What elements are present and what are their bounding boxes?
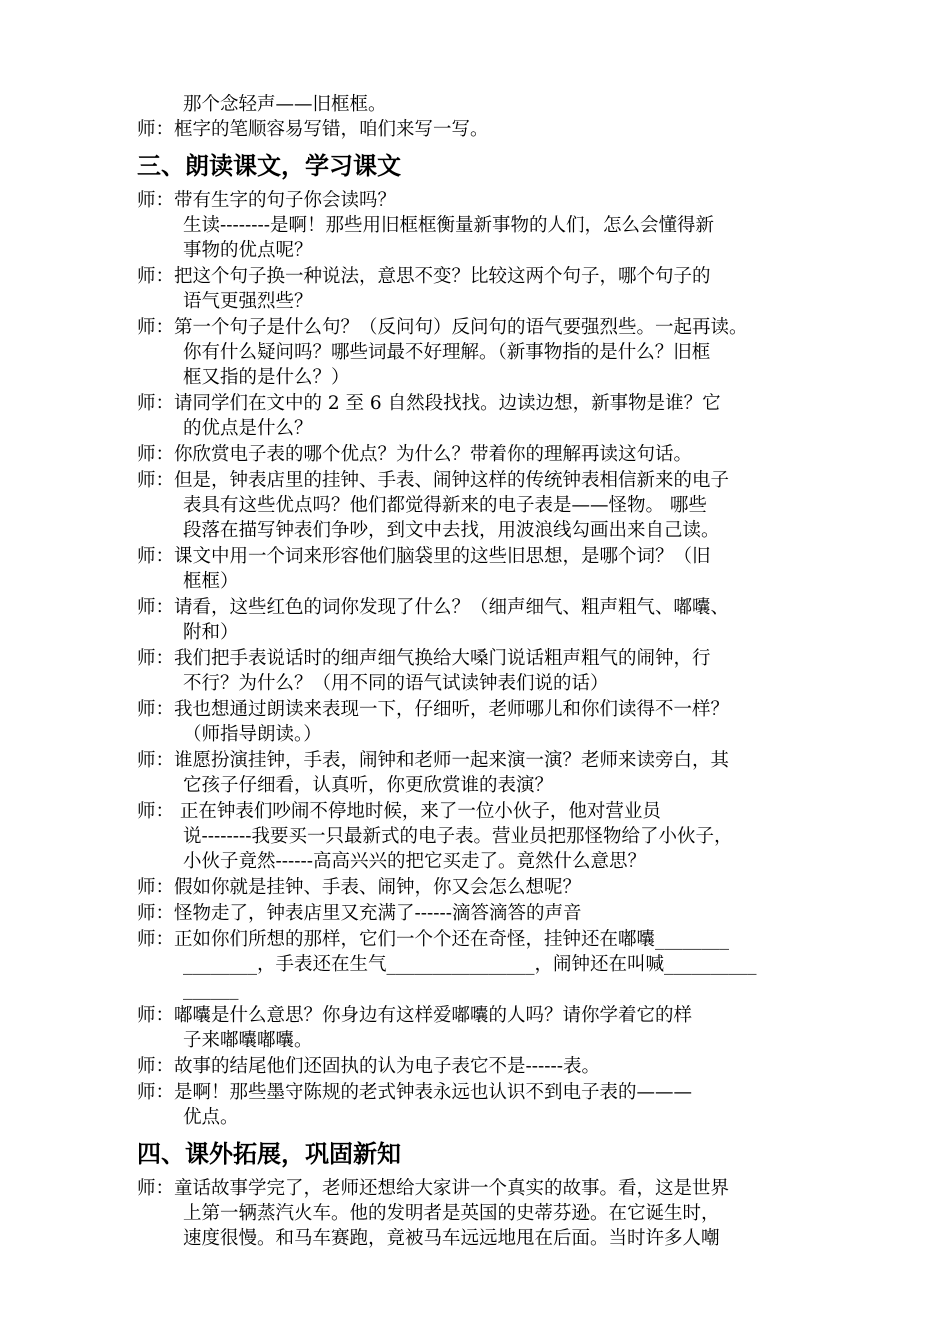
text-line: 不行？为什么？（用不同的语气试读钟表们说的话）	[183, 673, 609, 694]
dialogue-paragraph	[137, 1176, 818, 1251]
dialogue-paragraph	[137, 748, 818, 798]
text-line: （师指导朗读。）	[183, 724, 322, 745]
text-line: 师：请看，这些红色的词你发现了什么？（细声细气、粗声粗气、嘟囔、	[137, 597, 730, 618]
text-line: 师：我也想通过朗读来表现一下，仔细听，老师哪儿和你们读得不一样？	[137, 699, 730, 720]
dialogue-paragraph	[137, 595, 818, 645]
text-line: 子来嘟囔嘟囔。	[183, 1030, 313, 1051]
text-line: 上第一辆蒸汽火车。他的发明者是英国的史蒂芬逊。在它诞生时，	[183, 1203, 720, 1224]
text-line: 师：我们把手表说话时的细声细气换给大嗓门说话粗声粗气的闹钟，行	[137, 648, 711, 669]
text-line: 小伙子竟然------高高兴兴的把它买走了。竟然什么意思？	[183, 851, 647, 872]
dialogue-paragraph	[137, 264, 818, 314]
dialogue-paragraph	[137, 315, 818, 390]
dialogue-paragraph	[137, 544, 818, 594]
text-line: 附和）	[183, 622, 239, 643]
dialogue-paragraph	[137, 188, 818, 263]
dialogue-paragraph	[137, 391, 818, 441]
dialogue-paragraph	[137, 697, 818, 747]
text-line: 师：课文中用一个词来形容他们脑袋里的这些旧思想，是哪个词？（旧	[137, 546, 711, 567]
dialogue-paragraph	[137, 927, 818, 1002]
text-line: 生读--------是啊！那些用旧框框衡量新事物的人们，怎么会懂得新	[183, 215, 715, 236]
dialogue-paragraph	[137, 901, 818, 926]
dialogue-paragraph	[137, 442, 818, 467]
section-body	[137, 1176, 818, 1251]
text-line: 师： 正在钟表们吵闹不停地时候，来了一位小伙子，他对营业员	[137, 801, 661, 822]
dialogue-paragraph	[137, 799, 818, 874]
dialogue-paragraph	[137, 468, 818, 543]
text-line: 框框）	[183, 571, 239, 592]
text-line: 师：谁愿扮演挂钟，手表，闹钟和老师一起来演一演？老师来读旁白，其	[137, 750, 730, 771]
text-line: 师：把这个句子换一种说法，意思不变？比较这两个句子，哪个句子的	[137, 266, 711, 287]
text-line: 师：请同学们在文中的 2 至 6 自然段找找。边读边想，新事物是谁？它	[137, 393, 721, 414]
dialogue-paragraph	[137, 646, 818, 696]
text-line: 表具有这些优点吗？他们都觉得新来的电子表是——怪物。 哪些	[183, 495, 707, 516]
dialogue-paragraph	[137, 1003, 818, 1053]
text-line: 优点。	[183, 1107, 239, 1128]
text-line: ______	[183, 979, 239, 1000]
text-line: 事物的优点呢？	[183, 240, 313, 261]
text-line: 那个念轻声——旧框框。	[183, 94, 387, 115]
text-line: 师：带有生字的句子你会读吗？	[137, 190, 397, 211]
text-line: 段落在描写钟表们争吵，到文中去找，用波浪线勾画出来自己读。	[183, 520, 720, 541]
dialogue-paragraph	[137, 875, 818, 900]
text-line: 师：第一个句子是什么句？（反问句）反问句的语气要强烈些。一起再读。	[137, 317, 748, 338]
text-line: 师：假如你就是挂钟、手表、闹钟，你又会怎么想呢？	[137, 877, 582, 898]
text-line: 的优点是什么？	[183, 418, 313, 439]
section-body	[137, 188, 818, 1130]
text-line: 师：正如你们所想的那样，它们一个个还在奇怪，挂钟还在嘟囔________	[137, 929, 730, 950]
text-line: 师：是啊！那些墨守陈规的老式钟表永远也认识不到电子表的———	[137, 1082, 693, 1103]
text-line: 师：你欣赏电子表的哪个优点？为什么？带着你的理解再读这句话。	[137, 444, 693, 465]
text-line: 师：但是，钟表店里的挂钟、手表、闹钟这样的传统钟表相信新来的电子	[137, 470, 730, 491]
text-line: 师：童话故事学完了，老师还想给大家讲一个真实的故事。看，这是世界	[137, 1178, 730, 1199]
text-line: 师：嘟囔是什么意思？你身边有这样爱嘟囔的人吗？请你学着它的样	[137, 1005, 693, 1026]
dialogue-paragraph	[137, 1054, 818, 1079]
text-line: 师：框字的笔顺容易写错，咱们来写一写。	[137, 119, 489, 140]
section-heading: 四、课外拓展，巩固新知	[137, 1140, 401, 1168]
text-line: 语气更强烈些？	[183, 291, 313, 312]
text-line: 说--------我要买一只最新式的电子表。营业员把那怪物给了小伙子，	[183, 826, 733, 847]
text-line: ________，手表还在生气________________，闹钟还在叫喊__________	[183, 954, 757, 975]
text-line: 速度很慢。和马车赛跑，竟被马车远远地甩在后面。当时许多人嘲	[183, 1228, 720, 1249]
text-line: 师：怪物走了，钟表店里又充满了------滴答滴答的声音	[137, 903, 582, 924]
section-heading: 三、朗读课文，学习课文	[137, 152, 401, 180]
text-line: 师：故事的结尾他们还固执的认为电子表它不是------表。	[137, 1056, 601, 1077]
text-line: 你有什么疑问吗？哪些词最不好理解。（新事物指的是什么？旧框	[183, 342, 711, 363]
text-line: 它孩子仔细看，认真听，你更欣赏谁的表演？	[183, 775, 554, 796]
dialogue-paragraph	[137, 1080, 818, 1130]
text-line: 框又指的是什么？）	[183, 367, 350, 388]
